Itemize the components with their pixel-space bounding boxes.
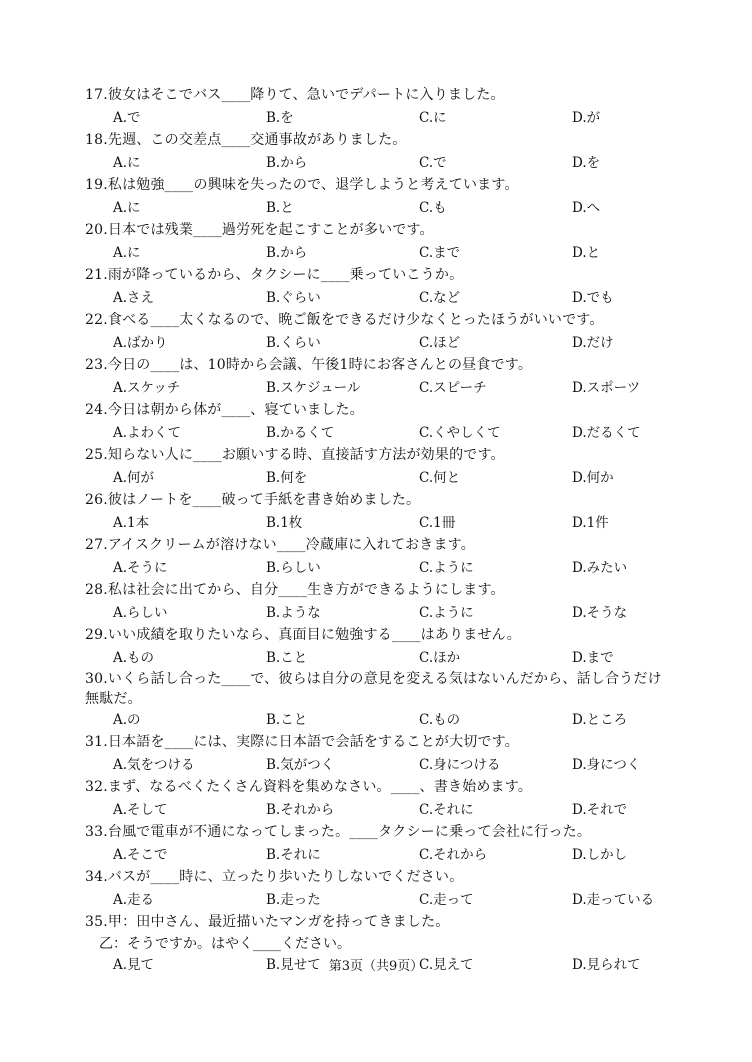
question-stem: 18.先週、この交差点____交通事故がありました。 [85,132,407,148]
option-b: B.ぐらい [266,290,321,306]
question-stem: 31.日本語を____には、実際に日本語で会話をすることが大切です。 [85,734,519,750]
question-22 [85,309,685,354]
option-a: A.ばかり [113,335,168,351]
question-stem: 28.私は社会に出てから、自分____生き方ができるようにします。 [85,582,505,598]
option-c: C.くやしくて [419,425,501,441]
option-d: D.だけ [572,335,614,351]
question-21 [85,264,685,309]
option-b: B.気がつく [266,757,335,773]
question-stem: 23.今日の____は、10時から会議、午後1時にお客さんとの昼食です。 [85,357,533,373]
option-d: D.見られて [572,957,641,973]
question-list [85,84,685,976]
question-20 [85,219,685,264]
answer-options [85,557,685,579]
question-stem: 24.今日は朝から体が____、寝ていました。 [85,402,364,418]
question-18 [85,129,685,174]
question-30 [85,669,685,731]
option-d: D.と [572,245,601,261]
answer-options [85,422,685,444]
option-c: C.まで [419,245,461,261]
option-b: B.らしい [266,560,321,576]
option-c: C.ように [419,605,474,621]
option-d: D.まで [572,650,614,666]
answer-options [85,152,685,174]
question-25 [85,444,685,489]
option-d: D.みたい [572,560,628,576]
answer-options [85,799,685,821]
option-b: B.こと [266,712,308,728]
answer-options [85,467,685,489]
option-d: D.でも [572,290,614,306]
question-stem: 35.甲：田中さん、最近描いたマンガを持ってきました。 [85,914,450,930]
option-d: D.だるくて [572,425,641,441]
option-c: C.何と [419,470,461,486]
option-a: A.気をつける [113,757,195,773]
question-19 [85,174,685,219]
option-c: C.それに [419,802,474,818]
question-26 [85,489,685,534]
option-c: C.走って [419,892,474,908]
answer-options [85,287,685,309]
option-a: A.に [113,200,141,216]
option-c: C.スピーチ [419,380,487,396]
question-28 [85,579,685,624]
answer-options [85,107,685,129]
option-b: B.見せて [266,957,321,973]
option-a: A.よわくて [113,425,182,441]
option-c: C.ように [419,560,474,576]
option-c: C.も [419,200,447,216]
option-c: C.で [419,155,447,171]
option-a: A.走る [113,892,155,908]
question-stem: 32.まず、なるべくたくさん資料を集めなさい。____、書き始めます。 [85,779,533,795]
option-b: B.から [266,155,308,171]
question-stem: 29.いい成績を取りたいなら、真面目に勉強する____はありません。 [85,627,521,643]
option-a: A.スケッチ [113,380,181,396]
option-a: A.何が [113,470,155,486]
question-stem: 26.彼はノートを____破って手紙を書き始めました。 [85,492,421,508]
question-stem: 33.台風で電車が不通になってしまった。____タクシーに乗って会社に行った。 [85,824,592,840]
question-stem: 25.知らない人に____お願いする時、直接話す方法が効果的です。 [85,447,505,463]
question-stem: 27.アイスクリームが溶けない____冷蔵庫に入れておきます。 [85,537,475,553]
option-d: D.ところ [572,712,628,728]
answer-options [85,197,685,219]
option-b: B.スケジュール [266,380,361,396]
option-b: B.走った [266,892,321,908]
option-d: D.へ [572,200,601,216]
option-b: B.かるくて [266,425,335,441]
option-a: A.1本 [113,515,150,531]
question-stem-continuation: 乙：そうですか。はやく____ください。 [99,936,351,952]
option-a: A.に [113,155,141,171]
question-33 [85,821,685,866]
answer-options [85,377,685,399]
option-a: A.そして [113,802,168,818]
question-stem: 19.私は勉強____の興味を失ったので、退学しようと考えています。 [85,177,519,193]
question-23 [85,354,685,399]
option-a: A.そこで [113,847,168,863]
question-stem: 21.雨が降っているから、タクシーに____乗っていこうか。 [85,267,464,283]
answer-options [85,242,685,264]
answer-options [85,709,685,731]
option-d: D.を [572,155,601,171]
option-b: B.を [266,110,294,126]
option-c: C.に [419,110,447,126]
option-a: A.見て [113,957,155,973]
option-c: C.見えて [419,957,474,973]
option-b: B.ような [266,605,321,621]
question-24 [85,399,685,444]
option-d: D.何か [572,470,614,486]
answer-options [85,754,685,776]
question-34 [85,866,685,911]
option-d: D.身につく [572,757,641,773]
option-c: C.身につける [419,757,501,773]
option-c: C.もの [419,712,461,728]
question-27 [85,534,685,579]
option-b: B.こと [266,650,308,666]
option-d: D.それで [572,802,628,818]
question-31 [85,731,685,776]
question-stem: 17.彼女はそこでバス____降りて、急いでデパートに入りました。 [85,87,505,103]
option-d: D.そうな [572,605,628,621]
option-a: A.さえ [113,290,155,306]
question-stem: 34.バスが____時に、立ったり歩いたりしないでください。 [85,869,464,885]
option-c: C.など [419,290,461,306]
option-b: B.1枚 [266,515,303,531]
question-stem: 20.日本では残業____過労死を起こすことが多いです。 [85,222,434,238]
option-c: C.1冊 [419,515,456,531]
option-a: A.もの [113,650,155,666]
option-a: A.に [113,245,141,261]
option-d: D.走っている [572,892,655,908]
page-footer: 第3页（共9页） [328,959,424,974]
answer-options [85,602,685,624]
question-stem: 30.いくら話し合った____で、彼らは自分の意見を変える気はないんだから、話し合うだけ無駄だ。 [85,671,662,707]
option-a: A.そうに [113,560,168,576]
option-b: B.くらい [266,335,321,351]
option-b: B.それに [266,847,321,863]
option-c: C.それから [419,847,488,863]
option-b: B.何を [266,470,308,486]
option-d: D.1件 [572,515,609,531]
option-d: D.スポーツ [572,380,641,396]
option-a: A.で [113,110,141,126]
question-32 [85,776,685,821]
answer-options [85,844,685,866]
option-b: B.から [266,245,308,261]
option-a: A.らしい [113,605,168,621]
question-29 [85,624,685,669]
question-17 [85,84,685,129]
option-b: B.それから [266,802,335,818]
option-b: B.と [266,200,294,216]
option-a: A.の [113,712,141,728]
option-d: D.が [572,110,601,126]
option-d: D.しかし [572,847,628,863]
answer-options [85,889,685,911]
answer-options [85,332,685,354]
answer-options [85,512,685,534]
question-stem: 22.食べる____太くなるので、晩ご飯をできるだけ少なくとったほうがいいです。 [85,312,604,328]
answer-options [85,647,685,669]
option-c: C.ほか [419,650,461,666]
option-c: C.ほど [419,335,461,351]
